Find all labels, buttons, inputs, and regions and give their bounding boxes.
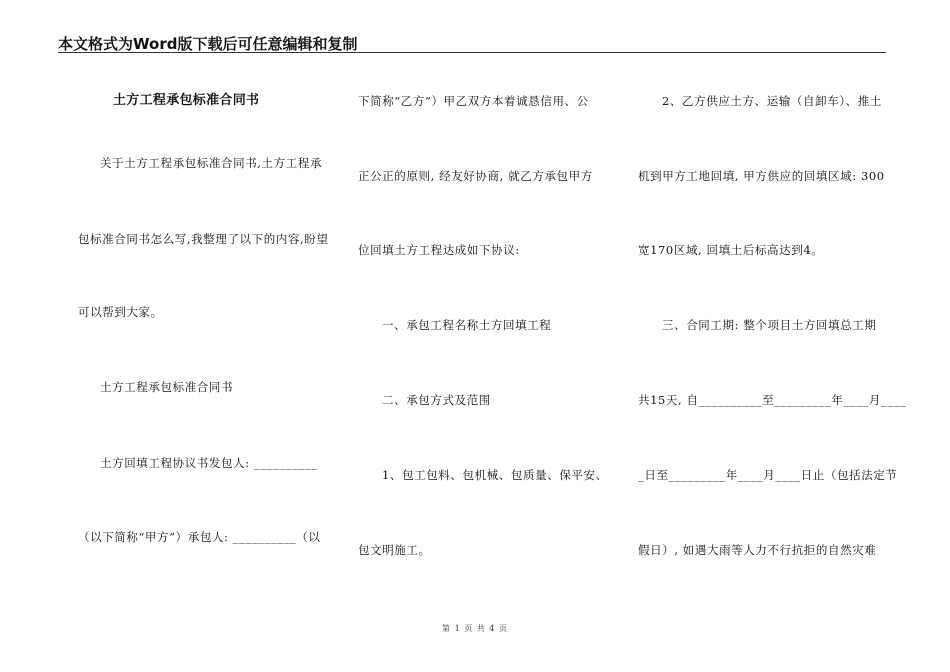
paragraph-line: 1、包工包料、包机械、包质量、保平安、 (382, 468, 608, 482)
header-divider (58, 52, 886, 53)
paragraph-line: 土方回填工程协议书发包人: __________ (100, 456, 318, 470)
paragraph-line: 2、乙方供应土方、运输（自卸车）、推土 (662, 94, 882, 108)
paragraph-line: _日至_________年____月____日止（包括法定节 (638, 468, 898, 482)
paragraph-line: 下简称“乙方”）甲乙双方本着诚恳信用、公 (358, 94, 589, 108)
paragraph-line: 位回填土方工程达成如下协议: (358, 243, 520, 257)
paragraph-line: 正公正的原则, 经友好协商, 就乙方承包甲方 (358, 169, 593, 183)
paragraph-line: 三、合同工期: 整个项目土方回填总工期 (662, 318, 877, 332)
paragraph-line: （以下简称“甲方”）承包人: __________（以 (78, 530, 321, 544)
document-header: 本文格式为Word版下载后可任意编辑和复制 (58, 35, 358, 53)
paragraph-line: 可以帮到大家。 (78, 305, 163, 319)
paragraph-line: 包文明施工。 (358, 543, 431, 557)
paragraph-line: 二、承包方式及范围 (382, 393, 491, 407)
page-number: 第 1 页 共 4 页 (442, 624, 508, 633)
paragraph-line: 假日）, 如遇大雨等人力不行抗拒的自然灾难 (638, 543, 877, 557)
paragraph-line: 关于土方工程承包标准合同书,土方工程承 (100, 156, 323, 170)
paragraph-line: 包标准合同书怎么写,我整理了以下的内容,盼望 (78, 232, 329, 246)
paragraph-line: 宽170区域, 回填土后标高达到4。 (638, 243, 824, 257)
paragraph-line: 共15天, 自__________至_________年____月____ (638, 393, 907, 407)
paragraph-line: 一、承包工程名称土方回填工程 (382, 318, 552, 332)
document-title: 土方工程承包标准合同书 (113, 93, 260, 108)
paragraph-line: 土方工程承包标准合同书 (100, 380, 234, 394)
paragraph-line: 机到甲方工地回填, 甲方供应的回填区域: 300 (638, 169, 885, 183)
